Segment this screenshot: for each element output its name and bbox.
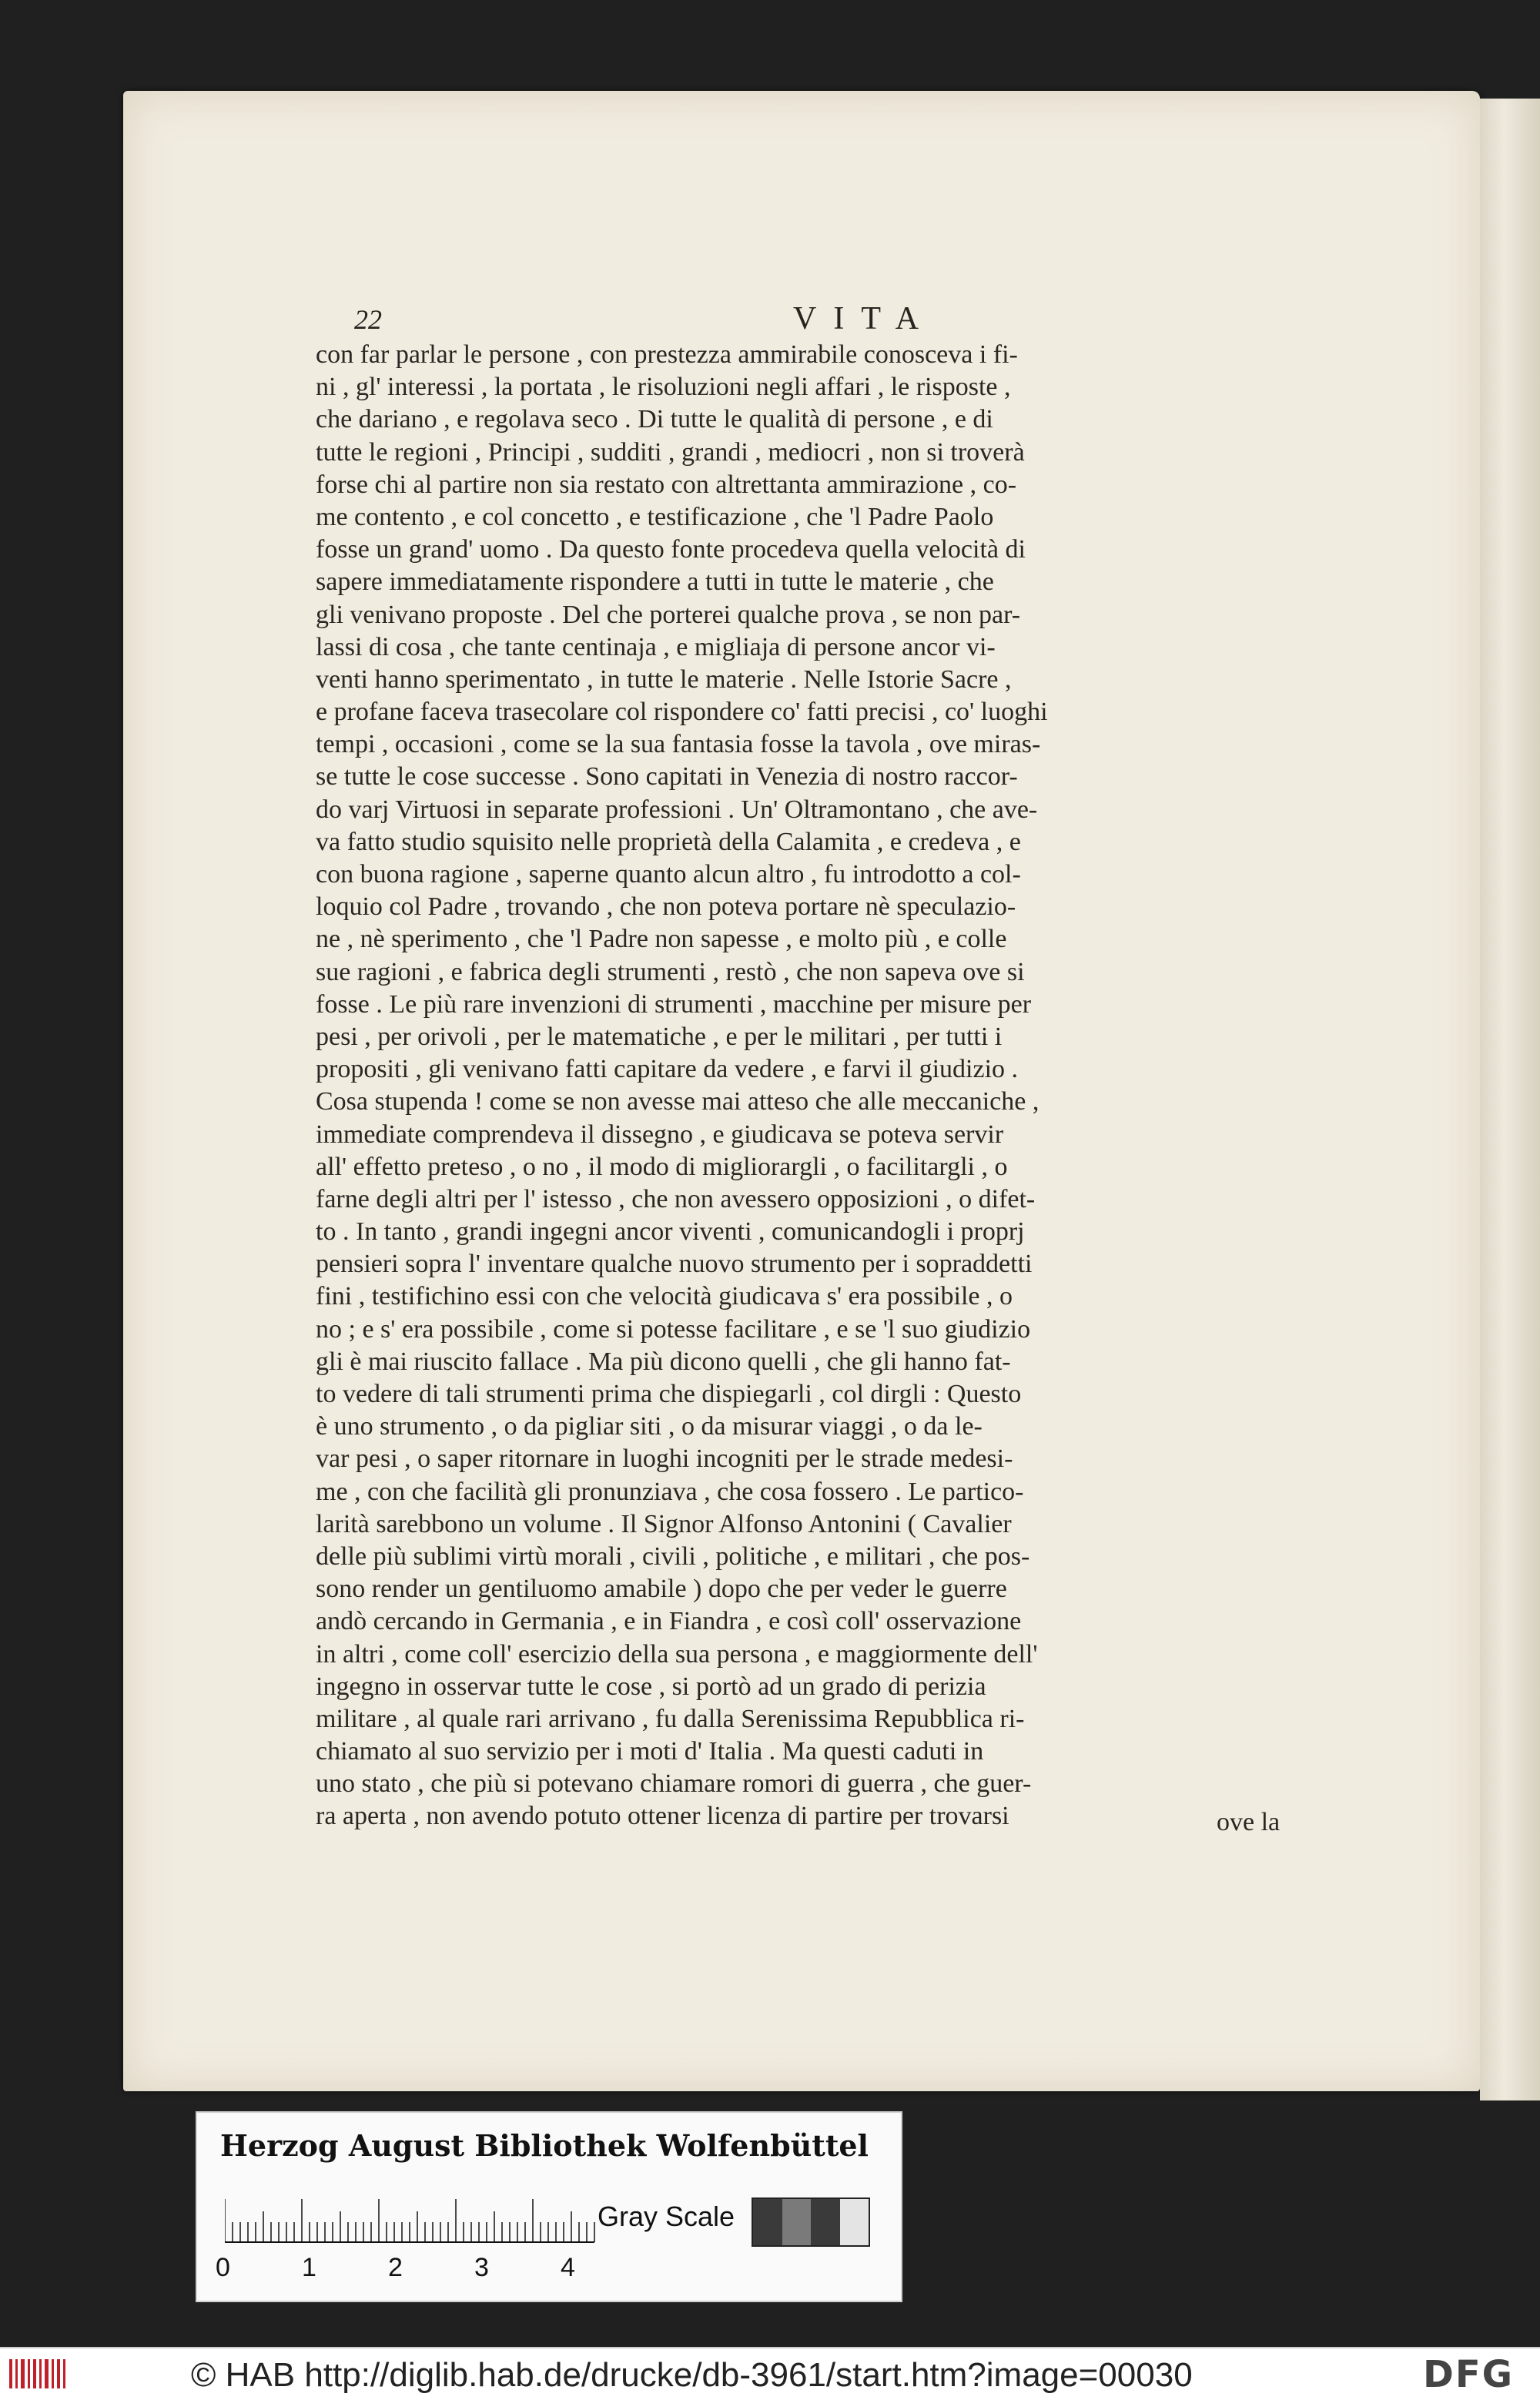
catchword: ove la bbox=[1217, 1808, 1281, 1836]
text-line: fosse . Le più rare invenzioni di strumenti , macchine per misure per bbox=[316, 989, 1032, 1019]
gray-scale-label: Gray Scale bbox=[598, 2201, 735, 2232]
library-name: Herzog August Bibliothek Wolfenbüttel bbox=[220, 2128, 869, 2163]
body-text bbox=[316, 339, 1352, 1833]
text-line: e profane faceva trasecolare col rispondere co' fatti precisi , co' luoghi bbox=[316, 698, 1048, 727]
text-line: no ; e s' era possibile , come si potesse facilitare , e se 'l suo giudizio bbox=[316, 1314, 1031, 1344]
text-line: militare , al quale rari arrivano , fu dalla Serenissima Repubblica ri- bbox=[316, 1704, 1025, 1733]
page-number: 22 bbox=[354, 304, 382, 335]
ruler-number: 1 bbox=[302, 2253, 316, 2282]
text-line: forse chi al partire non sia restato con altrettanta ammirazione , co- bbox=[316, 470, 1017, 499]
text-line: ra aperta , non avendo potuto ottener licenza di partire per trovarsi bbox=[316, 1802, 1009, 1831]
gray-scale-swatch bbox=[752, 2197, 870, 2247]
text-line: venti hanno sperimentato , in tutte le materie . Nelle Istorie Sacre , bbox=[316, 664, 1012, 694]
text-line: Cosa stupenda ! come se non avesse mai atteso che alle meccaniche , bbox=[316, 1087, 1040, 1116]
next-page-edge bbox=[1480, 99, 1540, 2100]
text-line: var pesi , o saper ritornare in luoghi incogniti per le strade medesi- bbox=[316, 1444, 1013, 1474]
text-line: sono render un gentiluomo amabile ) dopo che per veder le guerre bbox=[316, 1575, 1007, 1604]
text-line: fosse un grand' uomo . Da questo fonte procedeva quella velocità di bbox=[316, 535, 1026, 564]
ruler-scale bbox=[225, 2197, 610, 2244]
text-line: che dariano , e regolava seco . Di tutte le qualità di persone , e di bbox=[316, 405, 993, 434]
text-line: loquio col Padre , trovando , che non poteva portare nè speculazio- bbox=[316, 892, 1016, 922]
text-line: sue ragioni , e fabrica degli strumenti , restò , che non sapeva ove si bbox=[316, 957, 1025, 986]
running-head bbox=[0, 300, 1540, 339]
text-line: pesi , per orivoli , per le matematiche , e per le militari , per tutti i bbox=[316, 1022, 1003, 1051]
text-line: gli è mai riuscito fallace . Ma più dicono quelli , che gli hanno fat- bbox=[316, 1347, 1011, 1376]
text-line: tutte le regioni , Principi , sudditi , grandi , mediocri , non si troverà bbox=[316, 437, 1025, 467]
running-title: VITA bbox=[793, 301, 936, 336]
text-line: fini , testifichino essi con che velocità giudicava s' era possibile , o bbox=[316, 1282, 1013, 1311]
text-line: all' effetto preteso , o no , il modo di migliorargli , o facilitargli , o bbox=[316, 1152, 1008, 1181]
text-line: larità sarebbono un volume . Il Signor Alfonso Antonini ( Cavalier bbox=[316, 1509, 1012, 1538]
ruler-number: 4 bbox=[561, 2253, 575, 2282]
text-line: chiamato al suo servizio per i moti d' Italia . Ma questi caduti in bbox=[316, 1737, 984, 1766]
text-line: uno stato , che più si potevano chiamare romori di guerra , che guer- bbox=[316, 1769, 1032, 1799]
ruler-numbers bbox=[216, 2253, 647, 2284]
text-line: con buona ragione , saperne quanto alcun altro , fu introdotto a col- bbox=[316, 860, 1021, 889]
text-line: me contento , e col concetto , e testificazione , che 'l Padre Paolo bbox=[316, 502, 994, 531]
text-line: ne , nè sperimento , che 'l Padre non sapesse , e molto più , e colle bbox=[316, 925, 1007, 954]
text-line: lassi di cosa , che tante centinaja , e migliaja di persone ancor vi- bbox=[316, 632, 996, 661]
text-line: andò cercando in Germania , e in Fiandra , e così coll' osservazione bbox=[316, 1607, 1022, 1636]
text-line: è uno strumento , o da pigliar siti , o da misurar viaggi , o da le- bbox=[316, 1412, 983, 1441]
text-line: sapere immediatamente rispondere a tutti in tutte le materie , che bbox=[316, 567, 994, 597]
text-line: immediate comprendeva il dissegno , e giudicava se poteva servir bbox=[316, 1120, 1004, 1149]
text-line: ingegno in osservar tutte le cose , si portò ad un grado di perizia bbox=[316, 1672, 986, 1701]
ruler-number: 2 bbox=[388, 2253, 403, 2282]
text-line: va fatto studio squisito nelle proprietà della Calamita , e credeva , e bbox=[316, 827, 1021, 856]
footer-source-link[interactable]: © HAB http://diglib.hab.de/drucke/db-3961/start.htm?image=00030 bbox=[191, 2356, 1193, 2394]
text-line: do varj Virtuosi in separate professioni . Un' Oltramontano , che ave- bbox=[316, 795, 1038, 824]
text-line: propositi , gli venivano fatti capitare da vedere , e farvi il giudizio . bbox=[316, 1055, 1019, 1084]
barcode-icon bbox=[8, 2358, 68, 2390]
library-label-card bbox=[196, 2111, 902, 2302]
text-line: me , con che facilità gli pronunziava , che cosa fossero . Le partico- bbox=[316, 1477, 1024, 1506]
ruler-number: 3 bbox=[474, 2253, 489, 2282]
text-line: tempi , occasioni , come se la sua fantasia fosse la tavola , ove miras- bbox=[316, 730, 1041, 759]
text-line: farne degli altri per l' istesso , che non avessero opposizioni , o difet- bbox=[316, 1184, 1036, 1213]
ruler-number: 0 bbox=[216, 2253, 230, 2282]
text-line: con far parlar le persone , con prestezza ammirabile conosceva i fi- bbox=[316, 340, 1018, 369]
text-line: to vedere di tali strumenti prima che dispiegarli , col dirgli : Questo bbox=[316, 1380, 1022, 1408]
dfg-logo: DFG bbox=[1423, 2353, 1515, 2396]
footer-bar bbox=[0, 2347, 1540, 2400]
text-line: ni , gl' interessi , la portata , le risoluzioni negli affari , le risposte , bbox=[316, 373, 1011, 402]
text-line: in altri , come coll' esercizio della sua persona , e maggiormente dell' bbox=[316, 1639, 1038, 1669]
text-line: delle più sublimi virtù morali , civili , politiche , e militari , che pos- bbox=[316, 1541, 1030, 1571]
text-line: to . In tanto , grandi ingegni ancor viventi , comunicandogli i proprj bbox=[316, 1217, 1025, 1247]
text-line: pensieri sopra l' inventare qualche nuovo strumento per i sopraddetti bbox=[316, 1250, 1033, 1279]
text-line: se tutte le cose successe . Sono capitati in Venezia di nostro raccor- bbox=[316, 762, 1018, 792]
text-line: gli venivano proposte . Del che porterei qualche prova , se non par- bbox=[316, 600, 1021, 629]
